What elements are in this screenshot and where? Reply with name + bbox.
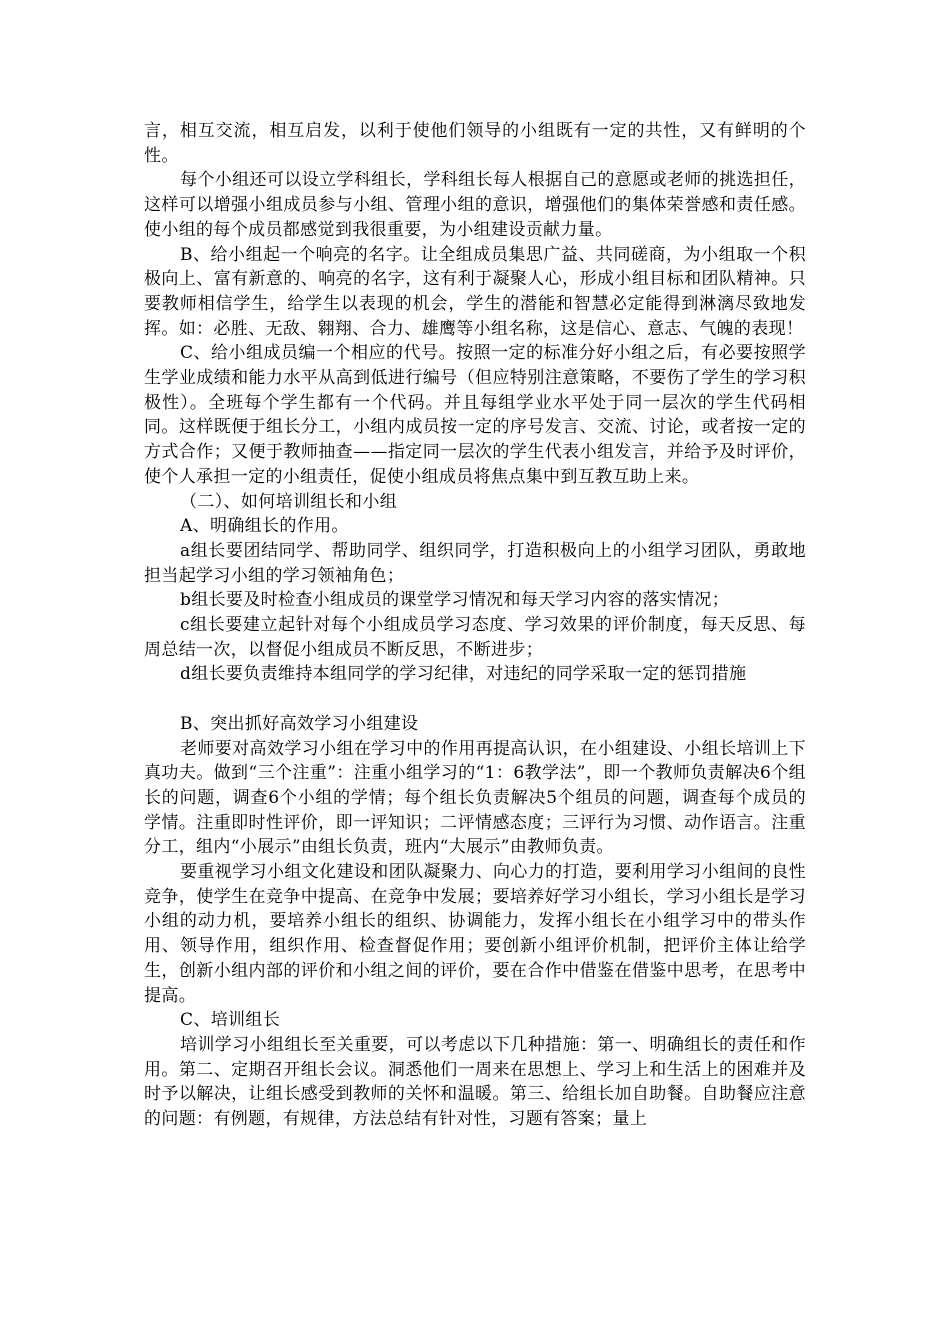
paragraph-member-code: C、给小组成员编一个相应的代号。按照一定的标准分好小组之后，有必要按照学生学业成绩和能力水平从高到低进行编号（但应特别注意策略，不要伤了学生的学习积极性）。全班每个学生都有一个代码。并且每组学业水平处于同一层次的学生代码相同。这样既便于组长分工，小组内成员按一定的序号发言、交流、讨论，或者按一定的方式合作；又便于教师抽查——指定同一层次的学生代表小组发言，并给予及时评价，使个人承担一定的小组责任，促使小组成员将焦点集中到互教互助上来。 xyxy=(144,343,806,487)
paragraph-three-focuses: 老师要对高效学习小组在学习中的作用再提高认识，在小组建设、小组长培训上下真功夫。做到“三个注重”：注重小组学习的“1：6教学法”，即一个教师负责解决6个组长的问题，调查6个小组的学情；每个组长负责解决5个组员的问题，调查每个成员的学情。注重即时性评价，即一评知识；二评情感态度；三评行为习惯、动作语言。注重分工，组内“小展示”由组长负责，班内“大展示”由教师负责。 xyxy=(144,738,806,858)
subheading-leader-role: A、明确组长的作用。 xyxy=(180,516,349,537)
list-item-d: d组长要负责维持本组同学的学习纪律，对违纪的同学采取一定的惩罚措施 xyxy=(180,664,747,685)
body-text xyxy=(144,119,806,1132)
list-item-b: b组长要及时检查小组成员的课堂学习情况和每天学习内容的落实情况； xyxy=(180,590,730,611)
list-item-a: a组长要团结同学、帮助同学、组织同学，打造积极向上的小组学习团队，勇敢地担当起学习小组的学习领袖角色； xyxy=(144,540,806,586)
subheading-group-building: B、突出抓好高效学习小组建设 xyxy=(180,713,419,734)
list-item-c: c组长要建立起针对每个小组成员学习态度、学习效果的评价制度，每天反思、每周总结一次，以督促小组成员不断反思，不断进步； xyxy=(144,615,806,660)
paragraph-training-measures: 培训学习小组组长至关重要，可以考虑以下几种措施：第一、明确组长的责任和作用。第二、定期召开组长会议。洞悉他们一周来在思想上、学习上和生活上的困难并及时予以解决，让组长感受到教师的关怀和温暖。第三、给组长加自助餐。自助餐应注意的问题：有例题，有规律，方法总结有针对性，习题有答案；量上 xyxy=(144,1035,806,1130)
blank-line xyxy=(144,687,806,712)
paragraph-subject-leaders: 每个小组还可以设立学科组长，学科组长每人根据自己的意愿或老师的挑选担任，这样可以增强小组成员参与小组、管理小组的意识，增强他们的集体荣誉感和责任感。使小组的每个成员都感觉到我很重要，为小组建设贡献力量。 xyxy=(144,170,806,240)
paragraph-group-name: B、给小组起一个响亮的名字。让全组成员集思广益、共同磋商，为小组取一个积极向上、富有新意的、响亮的名字，这有利于凝聚人心，形成小组目标和团队精神。只要教师相信学生，给学生以表现的机会，学生的潜能和智慧必定能得到淋漓尽致地发挥。如：必胜、无敌、翱翔、合力、雄鹰等小组名称，这是信心、意志、气魄的表现！ xyxy=(144,244,806,339)
subheading-train-leaders: C、培训组长 xyxy=(180,1010,281,1031)
paragraph-continuation: 言，相互交流，相互启发，以利于使他们领导的小组既有一定的共性，又有鲜明的个性。 xyxy=(144,121,806,166)
section-heading-training: （二）、如何培训组长和小组 xyxy=(180,491,398,512)
paragraph-group-culture: 要重视学习小组文化建设和团队凝聚力、向心力的打造，要利用学习小组间的良性竞争，使学生在竞争中提高、在竞争中发展；要培养好学习小组长，学习小组长是学习小组的动力机，要培养小组长的组织、协调能力，发挥小组长在小组学习中的带头作用、领导作用，组织作用、检查督促作用；要创新小组评价机制，把评价主体让给学生，创新小组内部的评价和小组之间的评价，要在合作中借鉴在借鉴中思考，在思考中提高。 xyxy=(144,862,806,1006)
